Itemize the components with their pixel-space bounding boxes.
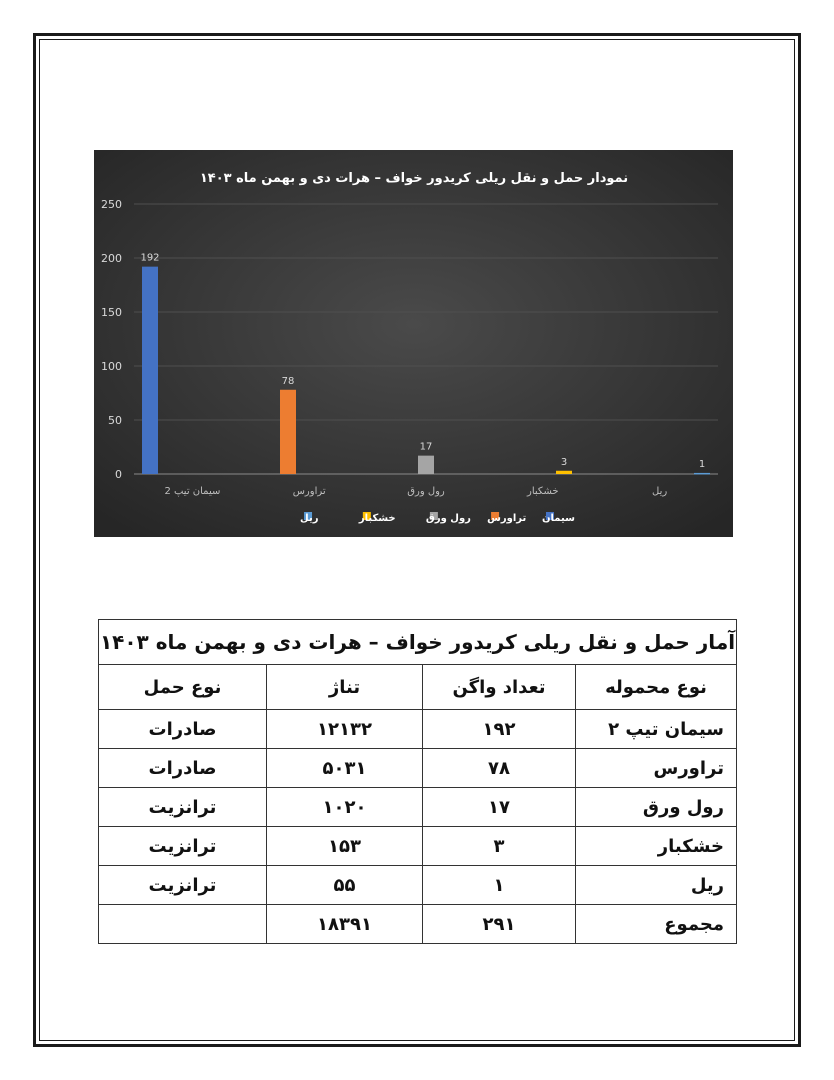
stats-table [98, 619, 737, 944]
legend-label: رول ورق [425, 513, 471, 524]
legend-label: خشکبار [358, 513, 396, 524]
bar [418, 456, 434, 474]
header-wagon-count: تعداد واگن [423, 665, 576, 710]
data-label: 17 [419, 441, 433, 453]
cell-cargo-type: تراورس [576, 749, 737, 788]
table-title-row [99, 620, 737, 665]
x-tick-label: خشکبار [527, 486, 559, 497]
table-row [99, 827, 737, 866]
y-tick-label: 50 [108, 414, 122, 427]
cell-tonnage: ۱۵۳ [267, 827, 423, 866]
y-tick-label: 250 [101, 198, 122, 211]
table-row [99, 788, 737, 827]
cell-wagon-count: ۱ [423, 866, 576, 905]
header-cargo-type: نوع محموله [576, 665, 737, 710]
x-tick-label: ریل [652, 486, 668, 497]
bar-chart [94, 150, 733, 537]
table-header-row [99, 665, 737, 710]
cell-wagon-count: ۳ [423, 827, 576, 866]
x-tick-label: سیمان تیپ 2 [164, 486, 221, 497]
header-tonnage: تناژ [267, 665, 423, 710]
table-row [99, 866, 737, 905]
cell-cargo-type: خشکبار [576, 827, 737, 866]
legend-label: ریل [300, 513, 319, 524]
chart-svg [94, 150, 733, 537]
bar [694, 473, 710, 475]
y-tick-label: 200 [101, 252, 122, 265]
cell-tonnage: ۵۵ [267, 866, 423, 905]
data-label: 192 [140, 252, 160, 264]
cell-wagon-count: ۱۷ [423, 788, 576, 827]
chart-background [94, 150, 733, 537]
bar [142, 267, 158, 474]
cell-transport-type: صادرات [99, 749, 267, 788]
cell-total-tonnage: ۱۸۳۹۱ [267, 905, 423, 944]
legend-label: تراورس [487, 513, 527, 524]
table-title: آمار حمل و نقل ریلی کریدور خواف – هرات دی و بهمن ماه ۱۴۰۳ [99, 620, 737, 665]
cell-total-label: مجموع [576, 905, 737, 944]
y-tick-label: 100 [101, 360, 122, 373]
x-tick-label: تراورس [292, 486, 326, 497]
cell-tonnage: ۵۰۳۱ [267, 749, 423, 788]
cell-wagon-count: ۷۸ [423, 749, 576, 788]
cell-transport-type: صادرات [99, 710, 267, 749]
cell-tonnage: ۱۲۱۳۲ [267, 710, 423, 749]
y-tick-label: 150 [101, 306, 122, 319]
stats-table-container [98, 619, 737, 944]
cell-total-wagons: ۲۹۱ [423, 905, 576, 944]
table-row [99, 710, 737, 749]
cell-cargo-type: ریل [576, 866, 737, 905]
cell-transport-type: ترانزیت [99, 866, 267, 905]
header-transport-type: نوع حمل [99, 665, 267, 710]
x-tick-label: رول ورق [407, 486, 445, 497]
data-label: 78 [281, 375, 295, 387]
bar [280, 390, 296, 474]
data-label: 1 [698, 458, 706, 470]
chart-title: نمودار حمل و نقل ریلی کریدور خواف – هرات دی و بهمن ماه ۱۴۰۳ [199, 171, 629, 186]
table-row [99, 749, 737, 788]
bar [556, 471, 572, 474]
data-label: 3 [560, 456, 568, 468]
cell-cargo-type: رول ورق [576, 788, 737, 827]
cell-total-transport-type [99, 905, 267, 944]
legend-label: سیمان [542, 513, 575, 524]
y-tick-label: 0 [115, 468, 122, 481]
cell-tonnage: ۱۰۲۰ [267, 788, 423, 827]
cell-wagon-count: ۱۹۲ [423, 710, 576, 749]
cell-cargo-type: سیمان تیپ ۲ [576, 710, 737, 749]
table-total-row [99, 905, 737, 944]
cell-transport-type: ترانزیت [99, 827, 267, 866]
cell-transport-type: ترانزیت [99, 788, 267, 827]
